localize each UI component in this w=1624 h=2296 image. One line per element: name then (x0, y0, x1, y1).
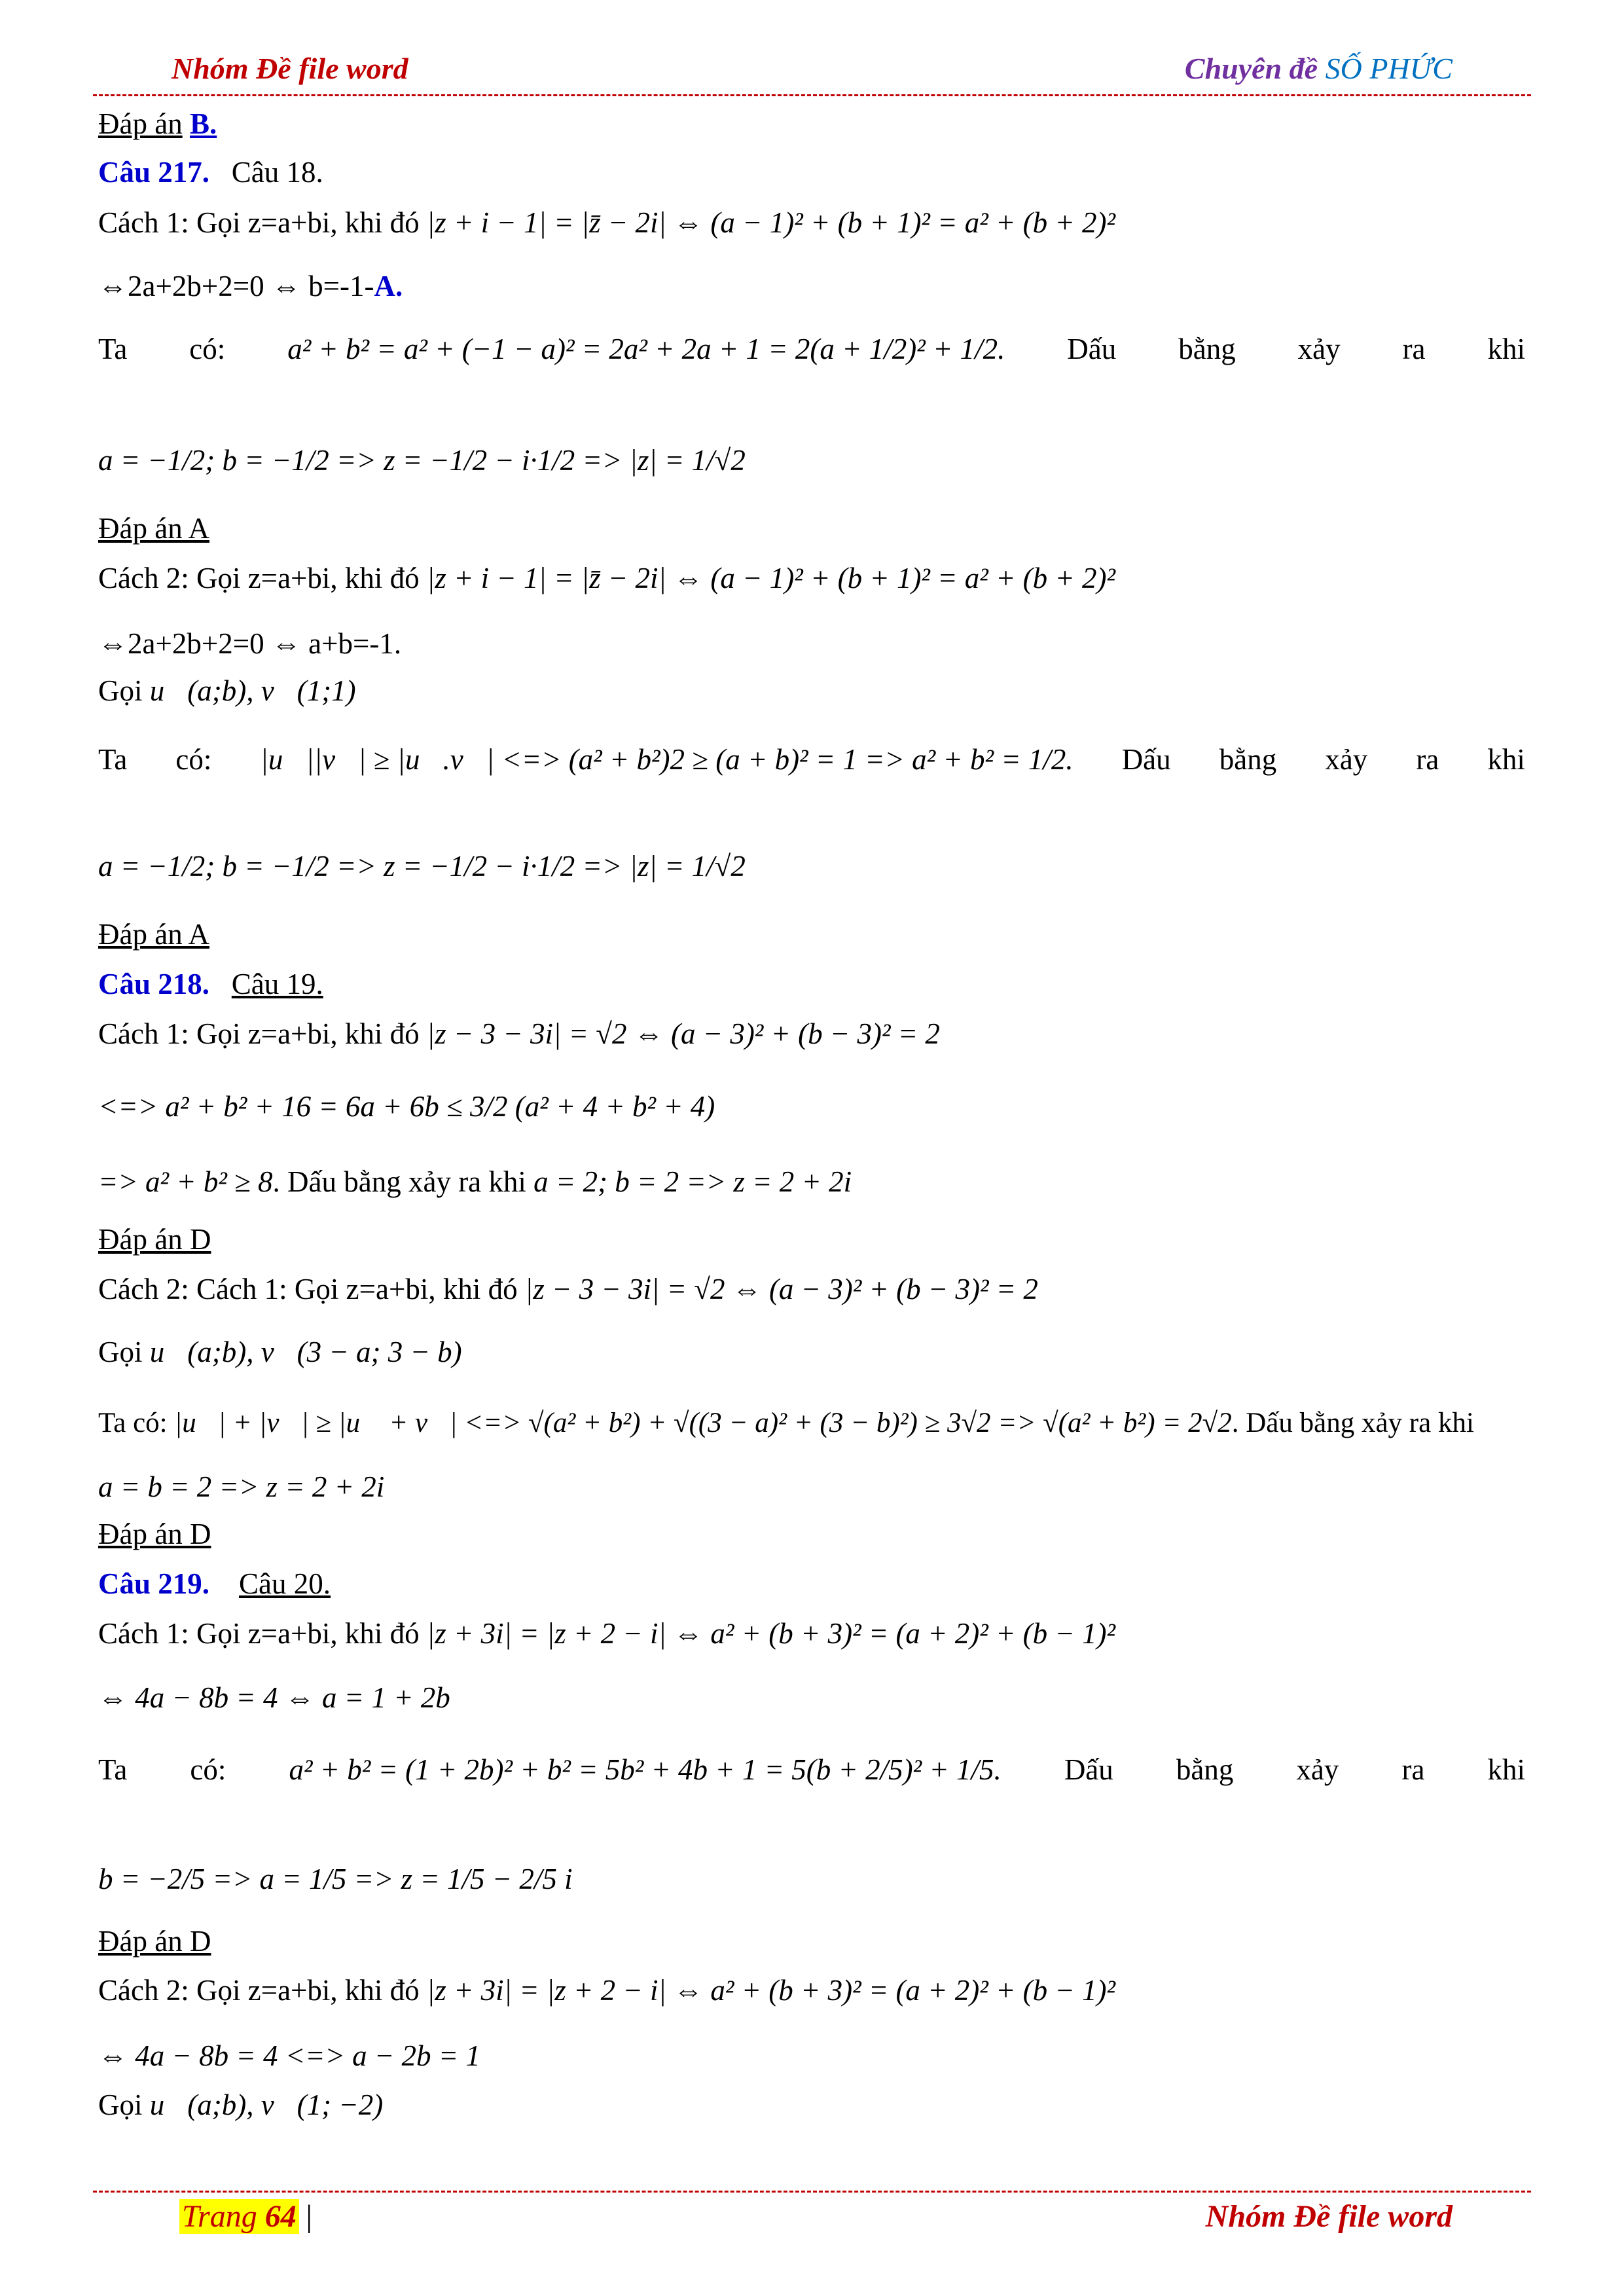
answer-line (98, 1923, 211, 1959)
word: ra (1416, 743, 1439, 776)
formula: u⃗(a;b), v⃗(1;1) (149, 674, 356, 707)
solution-line (98, 2087, 383, 2123)
header-right (1185, 51, 1453, 86)
formula: a² + b² = a² + (−1 − a)² = 2a² + 2a + 1 = 2(a + 1/2)² + 1/2. (287, 333, 1005, 365)
solution-line (98, 1016, 940, 1051)
question-subtitle: Câu 18. (231, 156, 323, 189)
question-number: Câu 217. (98, 156, 210, 189)
solution-line (98, 205, 1115, 240)
solution-line-justified (98, 331, 1525, 367)
formula: |u⃗||v⃗| ≥ |u⃗.v⃗| <=> (a² + b²)2 ≥ (a + b)² = 1 => a² + b² = 1/2. (260, 743, 1074, 776)
method-text: Cách 1: Gọi z=a+bi, khi đó (98, 1017, 420, 1050)
formula: a = b = 2 => z = 2 + 2i (98, 1470, 385, 1503)
footer-right: Nhóm Đề file word (1205, 2199, 1453, 2234)
solution-line-justified (98, 1752, 1525, 1787)
text: . Dấu bằng xảy ra khi (272, 1165, 526, 1198)
question-subtitle: Câu 20. (239, 1567, 331, 1600)
solution-line (98, 1616, 1115, 1651)
solution-line (98, 1469, 384, 1504)
formula: |z − 3 − 3i| = √2 ⇔ (a − 3)² + (b − 3)² = 2 (524, 1273, 1038, 1305)
question-heading (98, 1566, 331, 1601)
formula: a = −1/2; b = −1/2 => z = −1/2 − i·1/2 => |z| = 1/√2 (98, 444, 746, 477)
solution-line (98, 560, 1115, 596)
solution-line (98, 626, 401, 661)
formula: ⇔ 4a − 8b = 4 <=> a − 2b = 1 (98, 2039, 480, 2072)
solution-line-justified (98, 742, 1525, 777)
solution-line (98, 1680, 450, 1715)
word: xảy (1296, 1753, 1339, 1786)
answer-label: Đáp án A (98, 918, 209, 951)
answer-label: Đáp án (98, 107, 183, 140)
word: Ta (98, 333, 128, 365)
word: Gọi (98, 1336, 143, 1368)
method-text: Cách 2: Gọi z=a+bi, khi đó (98, 1974, 420, 2007)
question-heading (98, 966, 323, 1002)
word: Ta (98, 743, 128, 776)
solution-line (98, 443, 746, 478)
answer-line (98, 511, 209, 546)
solution-line (98, 1271, 1038, 1307)
footer-page (179, 2198, 313, 2234)
header-divider (93, 94, 1531, 96)
formula: => a² + b² ≥ 8 (98, 1165, 273, 1198)
footer-divider (93, 2191, 1531, 2193)
formula: |z − 3 − 3i| = √2 ⇔ (a − 3)² + (b − 3)² = 2 (426, 1017, 940, 1050)
formula: <=> a² + b² + 16 = 6a + 6b ≤ 3/2 (a² + 4 + b² + 4) (98, 1090, 715, 1123)
word: ra (1402, 333, 1426, 365)
method-text: Cách 1: Gọi z=a+bi, khi đó (98, 206, 420, 239)
word: Dấu (1121, 743, 1171, 776)
answer-label: Đáp án D (98, 1223, 211, 1256)
solution-line (98, 1406, 1474, 1440)
answer-line (98, 1222, 211, 1257)
word: khi (1487, 333, 1525, 365)
formula: |z + 3i| = |z + 2 − i| ⇔ a² + (b + 3)² = (a + 2)² + (b − 1)² (426, 1617, 1115, 1650)
word: ra (1401, 1753, 1425, 1786)
word: khi (1487, 743, 1525, 776)
text: . Dấu bằng xảy ra khi (1231, 1408, 1474, 1438)
formula: |z + 3i| = |z + 2 − i| ⇔ a² + (b + 3)² = (a + 2)² + (b − 1)² (426, 1974, 1115, 2007)
formula: a = 2; b = 2 => z = 2 + 2i (533, 1165, 852, 1198)
word: Ta có: (98, 1408, 168, 1438)
solution-line (98, 848, 746, 884)
solution-line (98, 1164, 852, 1199)
footer-page-number: 64 (264, 2199, 297, 2234)
method-text: Cách 1: Gọi z=a+bi, khi đó (98, 1617, 420, 1650)
word: bằng (1176, 1753, 1234, 1786)
formula: b = −2/5 => a = 1/5 => z = 1/5 − 2/5 i (98, 1863, 573, 1895)
word: Ta (98, 1753, 128, 1786)
formula: |u⃗| + |v⃗| ≥ |u⃗ + v⃗| <=> √(a² + b²) + √((3 − a)² + (3 − b)²) ≥ 3√2 => √(a² + b²) = 2√2 (174, 1408, 1232, 1438)
header-right-prefix: Chuyên đề (1184, 52, 1318, 85)
formula: ⇔ 4a − 8b = 4 ⇔ a = 1 + 2b (98, 1681, 450, 1714)
question-number: Câu 219. (98, 1567, 210, 1600)
answer-letter: A. (374, 270, 403, 302)
formula: u⃗(a;b), v⃗(1; −2) (149, 2088, 384, 2121)
word: xảy (1297, 333, 1341, 365)
formula: a = −1/2; b = −1/2 => z = −1/2 − i·1/2 => |z| = 1/√2 (98, 850, 746, 883)
word: có: (175, 743, 212, 776)
answer-value: B. (189, 107, 217, 140)
answer-line (98, 106, 217, 141)
equation-text: ⇔2a+2b+2=0 ⇔ b=-1- (98, 270, 374, 302)
word: xảy (1325, 743, 1368, 776)
header-left: Nhóm Đề file word (171, 52, 408, 85)
answer-label: Đáp án D (98, 1518, 211, 1550)
answer-line (98, 917, 209, 952)
header-right-topic: SỐ PHỨC (1325, 52, 1453, 85)
word: bằng (1178, 333, 1236, 365)
word: có: (189, 333, 226, 365)
question-number: Câu 218. (98, 968, 210, 1000)
formula: |z + i − 1| = |z̄ − 2i| ⇔ (a − 1)² + (b + 1)² = a² + (b + 2)² (426, 206, 1115, 239)
word: Dấu (1067, 333, 1117, 365)
formula: u⃗(a;b), v⃗(3 − a; 3 − b) (149, 1336, 462, 1368)
solution-line (98, 1334, 462, 1370)
word: có: (190, 1753, 226, 1786)
equation-text: ⇔2a+2b+2=0 ⇔ a+b=-1. (98, 627, 402, 660)
formula: |z + i − 1| = |z̄ − 2i| ⇔ (a − 1)² + (b + 1)² = a² + (b + 2)² (426, 562, 1115, 594)
solution-line (98, 2038, 480, 2073)
solution-line (98, 673, 356, 708)
footer-separator: | (304, 2199, 313, 2234)
footer-page-box (179, 2199, 299, 2234)
word: bằng (1219, 743, 1277, 776)
solution-line (98, 1861, 573, 1897)
method-text: Cách 2: Gọi z=a+bi, khi đó (98, 562, 420, 594)
solution-line (98, 268, 403, 304)
word: khi (1487, 1753, 1525, 1786)
question-heading (98, 155, 323, 190)
formula: a² + b² = (1 + 2b)² + b² = 5b² + 4b + 1 = 5(b + 2/5)² + 1/5. (289, 1753, 1001, 1786)
answer-label: Đáp án D (98, 1925, 211, 1958)
word: Gọi (98, 2088, 143, 2121)
footer-page-label: Trang (182, 2199, 257, 2234)
answer-line (98, 1516, 211, 1552)
solution-line (98, 1973, 1115, 2008)
word: Dấu (1064, 1753, 1113, 1786)
method-text: Cách 2: Cách 1: Gọi z=a+bi, khi đó (98, 1273, 518, 1305)
answer-label: Đáp án A (98, 512, 209, 545)
question-subtitle: Câu 19. (231, 968, 323, 1000)
word: Gọi (98, 674, 143, 707)
solution-line (98, 1089, 715, 1124)
